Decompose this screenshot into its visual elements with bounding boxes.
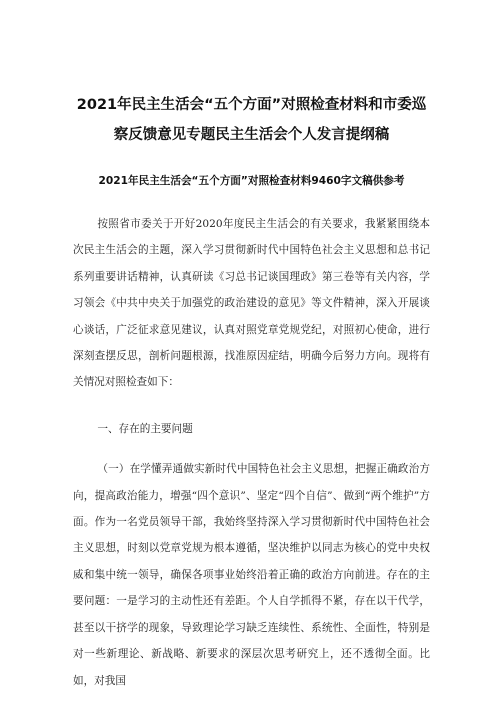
section-heading-main-problems: 一、存在的主要问题 <box>97 422 193 435</box>
document-title: 2021年民主生活会“五个方面”对照检查材料和市委巡察反馈意见专题民主生活会个人发言提纲稿 <box>76 97 427 143</box>
intro-paragraph: 按照省市委关于开好2020年度民主生活会的有关要求，我紧紧围绕本次民主生活会的主题，深入学习贯彻新时代中国特色社会主义思想和总书记系列重要讲话精神，认真研读《习总书记谈国理政》第三卷等有关内容，学习领会《中共中央关于加强党的政治建设的意见》等文件精神，深入开展谈心谈话，广泛征求意见建议，认真对照党章党规党纪，对照初心使命，进行深刻查摆反思，剖析问题根源，找准原因症结，明确今后努力方向。现将有关情况对照检查如下： <box>73 218 430 389</box>
problem-paragraph-1: （一）在学懂弄通做实新时代中国特色社会主义思想，把握正确政治方向，提高政治能力，增强“四个意识”、坚定“四个自信”、做到“两个维护”方面。作为一名党员领导干部，我始终坚持深入学习贯彻新时代中国特色社会主义思想，时刻以党章党规为根本遵循，坚决维护以同志为核心的党中央权威和集中统一领导，确保各项事业始终沿着正确的政治方向前进。存在的主要问题：一是学习的主动性还有差距。个人自学抓得不紧，存在以干代学，甚至以干挤学的现象，导致理论学习缺乏连续性、系统性、全面性，特别是对一些新理论、新战略、新要求的深层次思考研究上，还不透彻全面。比如，对我国 <box>73 463 430 687</box>
document-body <box>73 211 430 694</box>
document-subtitle: 2021年民主生活会“五个方面”对照检查材料9460字文稿供参考 <box>98 175 405 187</box>
